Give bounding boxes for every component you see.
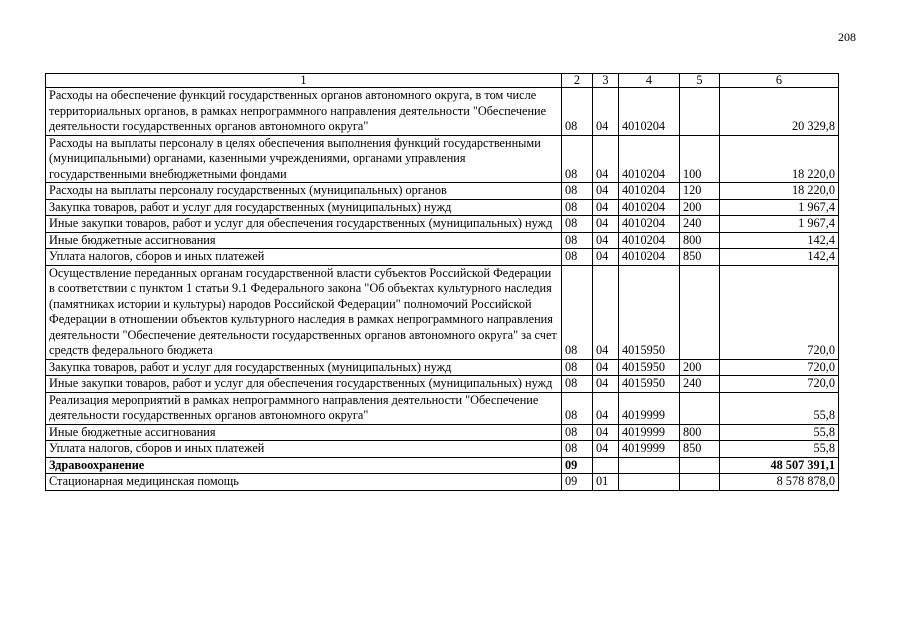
row-section: 08 xyxy=(562,232,593,249)
row-amount: 142,4 xyxy=(720,249,839,266)
row-target-article xyxy=(619,474,680,491)
row-subsection: 04 xyxy=(593,359,619,376)
row-expense-type: 800 xyxy=(680,232,720,249)
row-amount: 1 967,4 xyxy=(720,216,839,233)
row-name: Реализация мероприятий в рамках непрограммного направления деятельности "Обеспечение деятельности государственных органов автономного округа" xyxy=(46,392,562,424)
table-row xyxy=(46,441,839,458)
table-row xyxy=(46,199,839,216)
table-row xyxy=(46,183,839,200)
row-amount: 55,8 xyxy=(720,424,839,441)
row-name: Иные закупки товаров, работ и услуг для обеспечения государственных (муниципальных) нужд xyxy=(46,376,562,393)
table-row xyxy=(46,474,839,491)
row-expense-type: 240 xyxy=(680,376,720,393)
column-header: 6 xyxy=(720,74,839,88)
row-target-article: 4015950 xyxy=(619,376,680,393)
row-target-article: 4010204 xyxy=(619,232,680,249)
table-row xyxy=(46,265,839,359)
row-expense-type: 800 xyxy=(680,424,720,441)
row-target-article: 4010204 xyxy=(619,88,680,136)
row-section: 08 xyxy=(562,183,593,200)
row-subsection: 04 xyxy=(593,88,619,136)
row-expense-type xyxy=(680,88,720,136)
row-expense-type: 850 xyxy=(680,441,720,458)
row-expense-type: 200 xyxy=(680,359,720,376)
row-subsection: 04 xyxy=(593,424,619,441)
row-subsection: 01 xyxy=(593,474,619,491)
row-amount: 720,0 xyxy=(720,376,839,393)
row-amount: 8 578 878,0 xyxy=(720,474,839,491)
row-name: Иные закупки товаров, работ и услуг для обеспечения государственных (муниципальных) нужд xyxy=(46,216,562,233)
table-row xyxy=(46,88,839,136)
row-section: 08 xyxy=(562,424,593,441)
row-name: Осуществление переданных органам государственной власти субъектов Российской Федерации в соответствии с пунктом 1 статьи 9.1 Федерального закона "Об объектах культурного наследия (памятниках истории и культуры) народов Российской Федерации" полномочий Российской Федерации в отношении объектов культурного наследия в рамках непрограммного направления деятельности "Обеспечение деятельности государственных органов автономного округа" за счет средств федерального бюджета xyxy=(46,265,562,359)
table-row xyxy=(46,135,839,183)
row-amount: 20 329,8 xyxy=(720,88,839,136)
row-name: Расходы на обеспечение функций государственных органов автономного округа, в том числе территориальных органов, в рамках непрограммного направления деятельности "Обеспечение деятельности государственных органов автономного округа" xyxy=(46,88,562,136)
row-expense-type xyxy=(680,265,720,359)
row-section: 08 xyxy=(562,376,593,393)
column-header: 5 xyxy=(680,74,720,88)
row-target-article: 4010204 xyxy=(619,135,680,183)
row-subsection: 04 xyxy=(593,216,619,233)
table-row xyxy=(46,359,839,376)
column-header: 1 xyxy=(46,74,562,88)
row-target-article xyxy=(619,457,680,474)
row-subsection: 04 xyxy=(593,376,619,393)
row-name: Уплата налогов, сборов и иных платежей xyxy=(46,441,562,458)
row-section: 09 xyxy=(562,474,593,491)
row-subsection: 04 xyxy=(593,183,619,200)
row-expense-type: 200 xyxy=(680,199,720,216)
row-name: Закупка товаров, работ и услуг для государственных (муниципальных) нужд xyxy=(46,199,562,216)
row-name: Стационарная медицинская помощь xyxy=(46,474,562,491)
row-amount: 48 507 391,1 xyxy=(720,457,839,474)
row-expense-type: 850 xyxy=(680,249,720,266)
table-row xyxy=(46,392,839,424)
row-target-article: 4019999 xyxy=(619,424,680,441)
row-target-article: 4019999 xyxy=(619,392,680,424)
row-subsection xyxy=(593,457,619,474)
row-expense-type xyxy=(680,474,720,491)
column-header: 3 xyxy=(593,74,619,88)
table-row xyxy=(46,457,839,474)
row-section: 08 xyxy=(562,135,593,183)
row-name: Закупка товаров, работ и услуг для государственных (муниципальных) нужд xyxy=(46,359,562,376)
row-amount: 55,8 xyxy=(720,392,839,424)
table-row xyxy=(46,232,839,249)
row-amount: 18 220,0 xyxy=(720,183,839,200)
row-target-article: 4010204 xyxy=(619,216,680,233)
page-number: 208 xyxy=(838,30,856,44)
row-subsection: 04 xyxy=(593,199,619,216)
row-subsection: 04 xyxy=(593,135,619,183)
row-amount: 18 220,0 xyxy=(720,135,839,183)
table-row xyxy=(46,376,839,393)
column-header: 2 xyxy=(562,74,593,88)
row-section: 08 xyxy=(562,199,593,216)
row-section: 08 xyxy=(562,441,593,458)
row-target-article: 4010204 xyxy=(619,249,680,266)
row-name: Расходы на выплаты персоналу в целях обеспечения выполнения функций государственными (муниципальными) органами, казенными учреждениями, органами управления государственными внебюджетными фондами xyxy=(46,135,562,183)
row-amount: 720,0 xyxy=(720,265,839,359)
row-amount: 142,4 xyxy=(720,232,839,249)
row-subsection: 04 xyxy=(593,265,619,359)
row-subsection: 04 xyxy=(593,249,619,266)
row-subsection: 04 xyxy=(593,392,619,424)
row-target-article: 4015950 xyxy=(619,359,680,376)
row-amount: 55,8 xyxy=(720,441,839,458)
row-name: Иные бюджетные ассигнования xyxy=(46,232,562,249)
row-section: 09 xyxy=(562,457,593,474)
table-row xyxy=(46,216,839,233)
row-section: 08 xyxy=(562,216,593,233)
row-name: Расходы на выплаты персоналу государственных (муниципальных) органов xyxy=(46,183,562,200)
row-expense-type: 100 xyxy=(680,135,720,183)
row-section: 08 xyxy=(562,265,593,359)
row-section: 08 xyxy=(562,249,593,266)
row-subsection: 04 xyxy=(593,441,619,458)
table-row xyxy=(46,424,839,441)
column-header: 4 xyxy=(619,74,680,88)
row-name: Уплата налогов, сборов и иных платежей xyxy=(46,249,562,266)
row-target-article: 4010204 xyxy=(619,199,680,216)
table-header-row xyxy=(46,74,839,88)
row-section: 08 xyxy=(562,359,593,376)
row-expense-type xyxy=(680,457,720,474)
row-section: 08 xyxy=(562,392,593,424)
row-expense-type: 240 xyxy=(680,216,720,233)
row-subsection: 04 xyxy=(593,232,619,249)
table-row xyxy=(46,249,839,266)
row-target-article: 4019999 xyxy=(619,441,680,458)
row-amount: 1 967,4 xyxy=(720,199,839,216)
row-name: Иные бюджетные ассигнования xyxy=(46,424,562,441)
row-name: Здравоохранение xyxy=(46,457,562,474)
row-amount: 720,0 xyxy=(720,359,839,376)
row-target-article: 4015950 xyxy=(619,265,680,359)
row-section: 08 xyxy=(562,88,593,136)
row-expense-type xyxy=(680,392,720,424)
row-expense-type: 120 xyxy=(680,183,720,200)
row-target-article: 4010204 xyxy=(619,183,680,200)
budget-table xyxy=(45,73,839,491)
